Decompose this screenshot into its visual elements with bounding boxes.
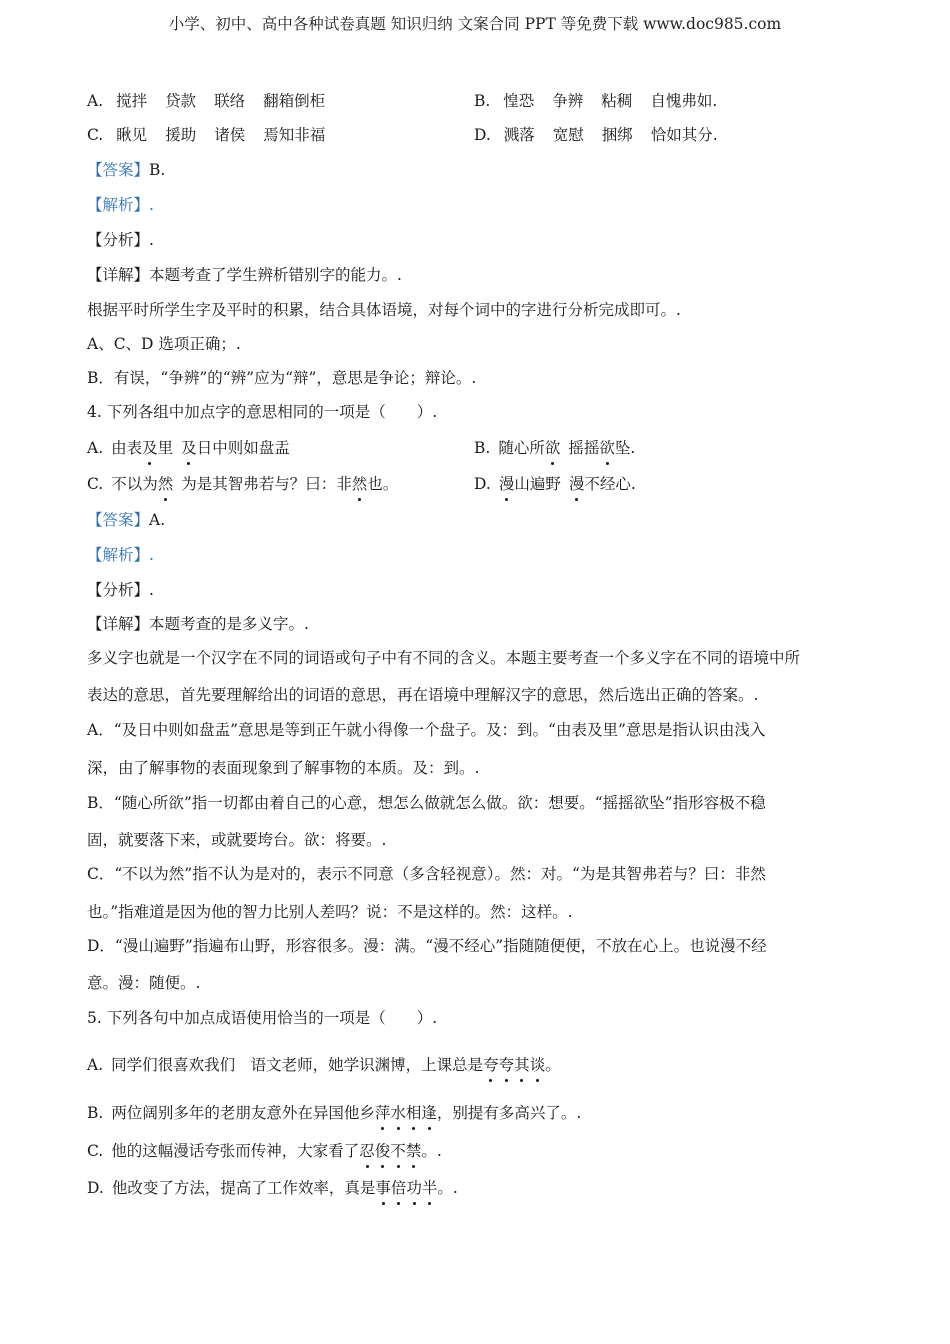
dotted-char: 逢	[421, 1104, 437, 1122]
q4-detail: 【详解】本题考查的是多义字。.	[87, 615, 309, 633]
dotted-char: 欲	[544, 439, 561, 457]
q4-explain-line: C．“不以为然”指不认为是对的，表示不同意（多含轻视意）。然：对。“为是其智弗若与？曰：非然	[87, 865, 766, 883]
dotted-char: 欲	[599, 439, 615, 457]
q5-option-b: B. 两位阔别多年的老朋友意外在异国他乡萍水相逢，别提有多高兴了。.	[87, 1104, 582, 1122]
q4-explain-line: 意。漫：随便。.	[87, 974, 201, 992]
q3-detail: 【详解】本题考查了学生辨析错别字的能力。.	[87, 266, 402, 284]
page-header: 小学、初中、高中各种试卷真题 知识归纳 文案合同 PPT 等免费下载 www.doc985.com	[168, 15, 782, 33]
q4-explain-line: 也。”指难道是因为他的智力比别人差吗？说：不是这样的。然：这样。.	[87, 903, 573, 921]
dotted-char: 功	[406, 1179, 422, 1197]
dotted-char: 漫	[498, 475, 515, 493]
q3-option-d: D. 溅落 宽慰 捆绑 恰如其分.	[474, 126, 718, 144]
q4-option-b: B. 随心所欲 摇摇欲坠.	[474, 439, 636, 457]
q4-explain-line: 固，就要落下来，或就要垮台。欲：将要。.	[87, 831, 387, 849]
dotted-char: 及	[142, 439, 158, 457]
q4-option-c: C. 不以为然 为是其智弗若与？曰：非然也。	[87, 475, 399, 493]
dotted-char: 夸	[483, 1056, 499, 1074]
dotted-char: 倍	[390, 1179, 407, 1197]
dotted-char: 相	[405, 1104, 422, 1122]
q3-explain-line: 根据平时所学生字及平时的积累，结合具体语境，对每个词中的字进行分析完成即可。.	[87, 301, 681, 319]
q5-stem: 5. 下列各句中加点成语使用恰当的一项是（ ）.	[87, 1009, 438, 1027]
q4-option-d: D. 漫山遍野 漫不经心.	[474, 475, 636, 493]
q4-stem: 4. 下列各组中加点字的意思相同的一项是（ ）.	[87, 403, 438, 421]
q5-option-c: C. 他的这幅漫话夸张而传神，大家看了忍俊不禁。.	[87, 1142, 442, 1160]
q4-explain-line: 深，由了解事物的表面现象到了解事物的本质。及：到。.	[87, 759, 480, 777]
dotted-char: 忍	[359, 1142, 375, 1160]
dotted-char: 事	[375, 1179, 391, 1197]
q4-explain-line: B．“随心所欲”指一切都由着自己的心意，想怎么做就怎么做。欲：想要。“摇摇欲坠”指形容极不稳	[87, 794, 766, 812]
dotted-char: 俊	[374, 1142, 391, 1160]
dotted-char: 不	[390, 1142, 406, 1160]
q5-option-d: D. 他改变了方法，提高了工作效率，真是事倍功半。.	[87, 1179, 458, 1197]
q4-explain-line: A．“及日中则如盘盂”意思是等到正午就小得像一个盘子。及：到。“由表及里”意思是指认识由浅入	[87, 721, 766, 739]
q4-jiexi: 【解析】.	[87, 546, 154, 564]
q3-jiexi: 【解析】.	[87, 196, 154, 214]
dotted-char: 水	[390, 1104, 406, 1122]
dotted-char: 然	[157, 475, 174, 493]
q3-option-b: B. 惶恐 争辨 粘稠 自愧弗如.	[474, 92, 718, 110]
dotted-char: 及	[181, 439, 197, 457]
q3-explain-line: B．有误，“争辨”的“辨”应为“辩”，意思是争论；辩论。.	[87, 369, 477, 387]
q4-explain-line: 多义字也就是一个汉字在不同的词语或句子中有不同的含义。本题主要考查一个多义字在不同的语境中所	[87, 649, 801, 667]
dotted-char: 谈	[529, 1056, 546, 1074]
dotted-char: 然	[351, 475, 368, 493]
dotted-char: 禁	[405, 1142, 422, 1160]
q3-option-c: C. 瞅见 援助 诸侯 焉知非福	[87, 126, 326, 144]
dotted-char: 其	[514, 1056, 530, 1074]
q4-explain-line: 表达的意思，首先要理解给出的词语的意思，再在语境中理解汉字的意思，然后选出正确的答案。.	[87, 686, 759, 704]
q3-option-a: A. 搅拌 贷款 联络 翻箱倒柜	[87, 92, 326, 110]
dotted-char: 夸	[498, 1056, 515, 1074]
q3-answer: 【答案】B.	[87, 161, 166, 179]
q3-explain-line: A、C、D 选项正确；.	[87, 335, 241, 353]
q4-explain-line: D．“漫山遍野”指遍布山野，形容很多。漫：满。“漫不经心”指随随便便，不放在心上。也说漫不经	[87, 937, 767, 955]
q4-fenxi: 【分析】.	[87, 581, 154, 599]
q4-option-a: A. 由表及里 及日中则如盘盂	[87, 439, 290, 457]
q3-fenxi: 【分析】.	[87, 231, 154, 249]
q4-answer: 【答案】A.	[87, 511, 166, 529]
dotted-char: 萍	[374, 1104, 391, 1122]
q5-option-a: A. 同学们很喜欢我们 语文老师，她学识渊博，上课总是夸夸其谈。	[87, 1056, 561, 1074]
dotted-char: 漫	[568, 475, 585, 493]
dotted-char: 半	[421, 1179, 438, 1197]
